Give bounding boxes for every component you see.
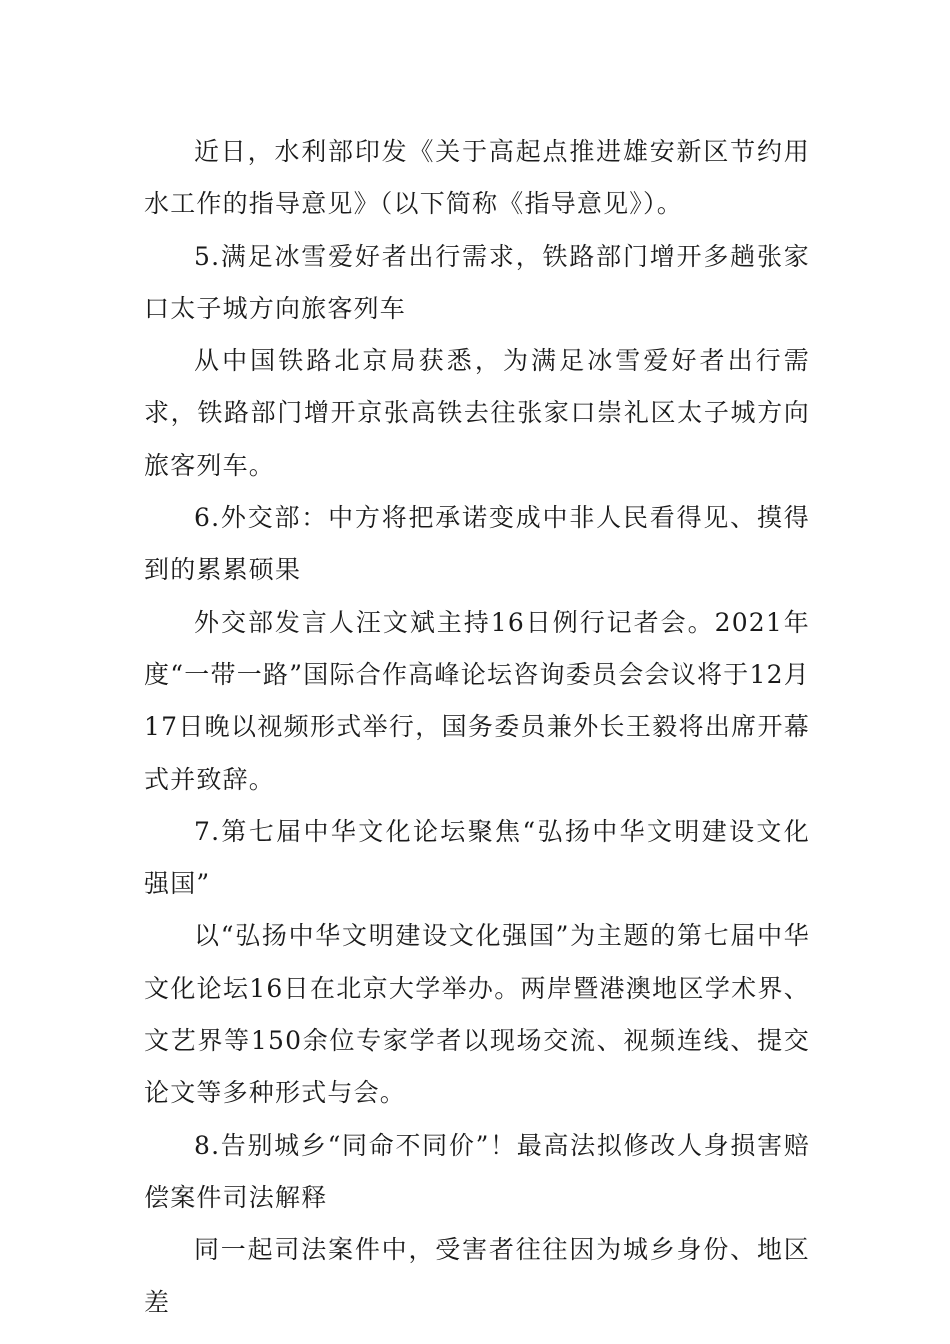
document-body [144, 126, 810, 1329]
paragraph-water-guidance: 近日，水利部印发《关于高起点推进雄安新区节约用水工作的指导意见》（以下简称《指导意见》）。 [144, 137, 810, 219]
heading-supreme-court: 8.告别城乡“同命不同价”！最高法拟修改人身损害赔偿案件司法解释 [144, 1130, 810, 1212]
heading-culture-forum: 7.第七届中华文化论坛聚焦“弘扬中华文明建设文化强国” [144, 816, 810, 899]
paragraph-supreme-court: 同一起司法案件中，受害者往往因为城乡身份、地区差 [144, 1235, 810, 1317]
paragraph-culture-forum: 以“弘扬中华文明建设文化强国”为主题的第七届中华文化论坛16日在北京大学举办。两岸暨港澳地区学术界、文艺界等150余位专家学者以现场交流、视频连线、提交论文等多种形式与会。 [144, 921, 810, 1108]
heading-railway-trains: 5.满足冰雪爱好者出行需求，铁路部门增开多趟张家口太子城方向旅客列车 [144, 241, 810, 323]
heading-foreign-ministry: 6.外交部：中方将把承诺变成中非人民看得见、摸得到的累累硕果 [144, 503, 810, 585]
paragraph-railway-trains: 从中国铁路北京局获悉，为满足冰雪爱好者出行需求，铁路部门增开京张高铁去往张家口崇礼区太子城方向旅客列车。 [144, 346, 810, 480]
paragraph-foreign-ministry: 外交部发言人汪文斌主持16日例行记者会。2021年度“一带一路”国际合作高峰论坛咨询委员会会议将于12月17日晚以视频形式举行，国务委员兼外长王毅将出席开幕式并致辞。 [144, 607, 810, 794]
